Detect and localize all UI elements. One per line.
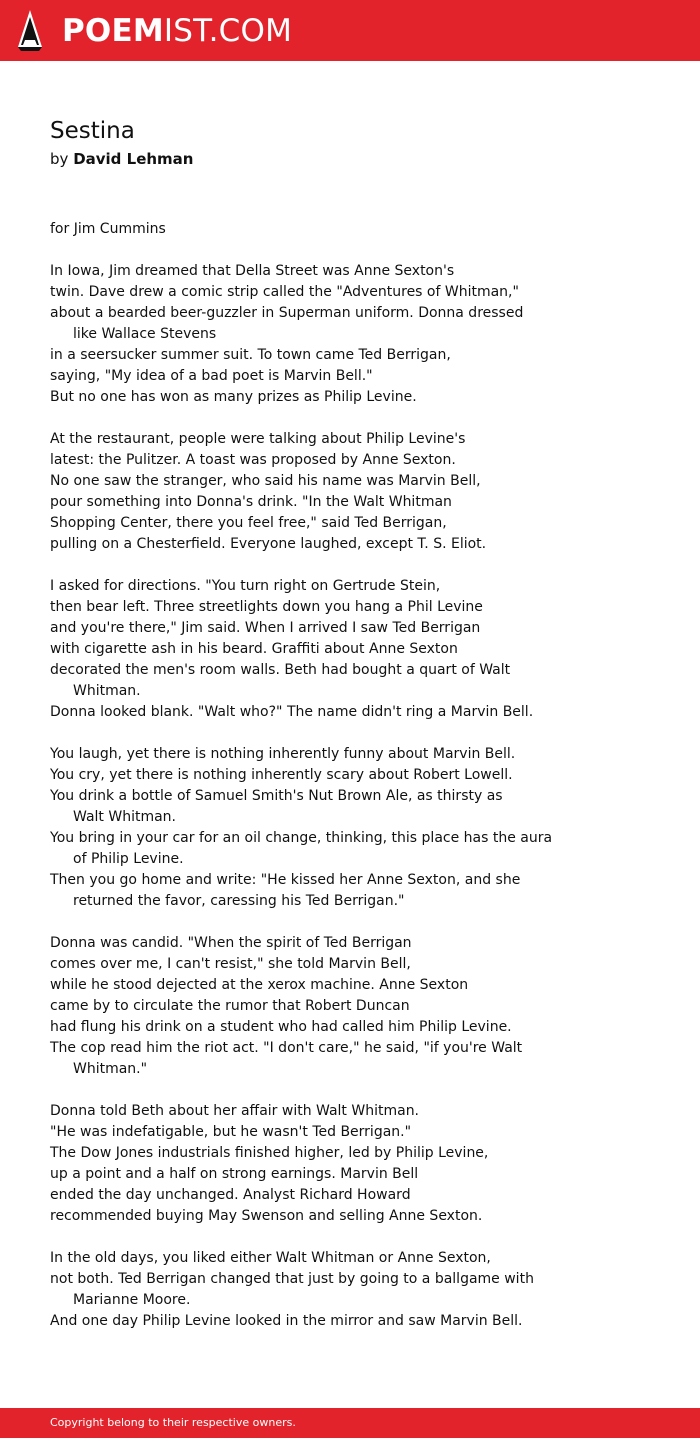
logo-light-text: IST.COM (163, 13, 293, 49)
poem-line: In the old days, you liked either Walt Whitman or Anne Sexton, (50, 1250, 491, 1266)
stanza (50, 1101, 670, 1227)
poem-line: ended the day unchanged. Analyst Richard Howard (50, 1187, 411, 1203)
poem-line: You bring in your car for an oil change, thinking, this place has the aura (50, 830, 553, 846)
poem-line: The cop read him the riot act. "I don't care," he said, "if you're Walt (50, 1040, 523, 1056)
pencil-icon[interactable] (17, 9, 43, 52)
poem-line: Whitman. (73, 683, 141, 699)
copyright-text: Copyright belong to their respective owners. (50, 1416, 296, 1429)
poem-line: Walt Whitman. (73, 809, 176, 825)
poem-line: pour something into Donna's drink. "In the Walt Whitman (50, 494, 452, 510)
poem-line: about a bearded beer-guzzler in Superman uniform. Donna dressed (50, 305, 524, 321)
poem-line: And one day Philip Levine looked in the mirror and saw Marvin Bell. (50, 1313, 523, 1329)
by-label: by (50, 150, 69, 168)
poem-line: In Iowa, Jim dreamed that Della Street was Anne Sexton's (50, 263, 455, 279)
poem-line: and you're there," Jim said. When I arrived I saw Ted Berrigan (50, 620, 481, 636)
stanza (50, 1248, 670, 1332)
dedication-line: for Jim Cummins (50, 221, 166, 237)
poem-body (50, 219, 670, 1332)
poem-line: in a seersucker summer suit. To town came Ted Berrigan, (50, 347, 451, 363)
byline (50, 149, 193, 169)
poem-line: latest: the Pulitzer. A toast was proposed by Anne Sexton. (50, 452, 456, 468)
poem-line: Then you go home and write: "He kissed her Anne Sexton, and she (50, 872, 521, 888)
stanza (50, 429, 670, 555)
site-logo-link[interactable] (62, 11, 292, 51)
poem-line: I asked for directions. "You turn right on Gertrude Stein, (50, 578, 441, 594)
poem-line: At the restaurant, people were talking about Philip Levine's (50, 431, 466, 447)
poem-line: Donna was candid. "When the spirit of Ted Berrigan (50, 935, 412, 951)
poem-line: twin. Dave drew a comic strip called the "Adventures of Whitman," (50, 284, 519, 300)
poem-line: saying, "My idea of a bad poet is Marvin Bell." (50, 368, 373, 384)
stanza (50, 744, 670, 912)
poem-line: not both. Ted Berrigan changed that just by going to a ballgame with (50, 1271, 534, 1287)
poem-line: No one saw the stranger, who said his name was Marvin Bell, (50, 473, 481, 489)
poem-line: had flung his drink on a student who had called him Philip Levine. (50, 1019, 512, 1035)
poem-line: comes over me, I can't resist," she told Marvin Bell, (50, 956, 411, 972)
poem-line: while he stood dejected at the xerox machine. Anne Sexton (50, 977, 469, 993)
logo-bold-text: POEM (62, 13, 164, 49)
poem-line: Whitman." (73, 1061, 148, 1077)
poem-line: Donna looked blank. "Walt who?" The name didn't ring a Marvin Bell. (50, 704, 534, 720)
stanza (50, 261, 670, 408)
poem-line: pulling on a Chesterfield. Everyone laughed, except T. S. Eliot. (50, 536, 487, 552)
poem-line: then bear left. Three streetlights down you hang a Phil Levine (50, 599, 483, 615)
poem-line: Donna told Beth about her affair with Walt Whitman. (50, 1103, 420, 1119)
poem-line: decorated the men's room walls. Beth had bought a quart of Walt (50, 662, 511, 678)
poem-line: You drink a bottle of Samuel Smith's Nut Brown Ale, as thirsty as (50, 788, 503, 804)
poem-line: with cigarette ash in his beard. Graffiti about Anne Sexton (50, 641, 458, 657)
poem-stanzas (50, 261, 670, 1332)
poem-line: like Wallace Stevens (73, 326, 217, 342)
poem-line: Marianne Moore. (73, 1292, 191, 1308)
poem-line: came by to circulate the rumor that Robert Duncan (50, 998, 410, 1014)
footer (0, 1408, 700, 1438)
poem-line: recommended buying May Swenson and selling Anne Sexton. (50, 1208, 483, 1224)
poem-line: returned the favor, caressing his Ted Berrigan." (73, 893, 405, 909)
poem-line: But no one has won as many prizes as Philip Levine. (50, 389, 417, 405)
author-link[interactable]: David Lehman (73, 150, 194, 168)
dedication (50, 219, 670, 240)
poem-line: "He was indefatigable, but he wasn't Ted Berrigan." (50, 1124, 412, 1140)
stanza (50, 576, 670, 723)
poem-line: of Philip Levine. (73, 851, 184, 867)
poem-title: Sestina (50, 118, 135, 144)
poem-line: Shopping Center, there you feel free," said Ted Berrigan, (50, 515, 447, 531)
top-bar (0, 0, 700, 61)
poem-line: up a point and a half on strong earnings. Marvin Bell (50, 1166, 419, 1182)
poem-line: You laugh, yet there is nothing inherently funny about Marvin Bell. (50, 746, 516, 762)
poem-line: The Dow Jones industrials finished higher, led by Philip Levine, (50, 1145, 489, 1161)
poem-line: You cry, yet there is nothing inherently scary about Robert Lowell. (50, 767, 513, 783)
stanza (50, 933, 670, 1080)
